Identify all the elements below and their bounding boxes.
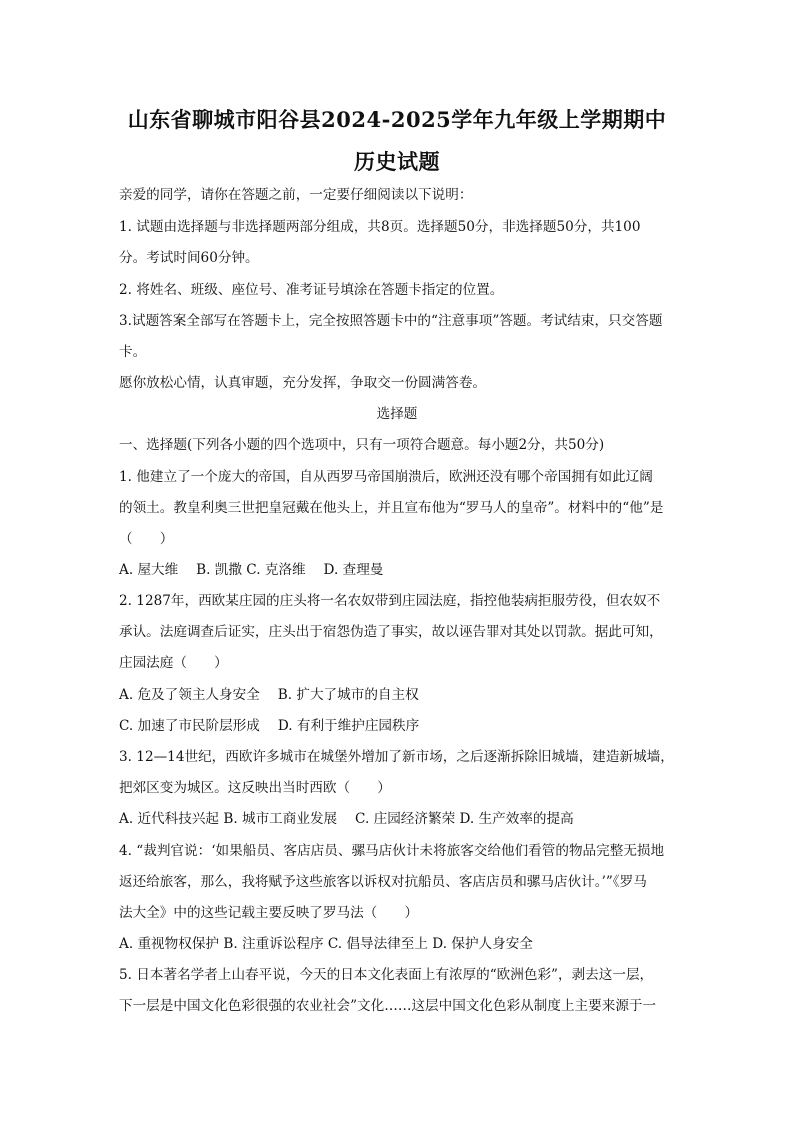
question-1-line-a: 1. 他建立了一个庞大的帝国，自从西罗马帝国崩溃后，欧洲还没有哪个帝国拥有如此辽阔 — [119, 469, 653, 485]
question-2-line-b: 承认。法庭调查后证实，庄头出于宿怨伪造了事实，故以诬告罪对其处以罚款。据此可知， — [119, 624, 663, 640]
question-1-line-c: （ ） — [119, 531, 174, 547]
question-2-line-a: 2. 1287年，西欧某庄园的庄头将一名农奴带到庄园法庭，指控他装病拒服劳役，但农奴不 — [119, 593, 661, 609]
question-3-line-a: 3. 12—14世纪，西欧许多城市在城堡外增加了新市场，之后逐渐拆除旧城墙，建造新城墙， — [119, 749, 674, 765]
question-1-options: A. 屋大维 B. 凯撒 C. 克洛维 D. 查理曼 — [119, 562, 384, 578]
instruction-2: 2. 将姓名、班级、座位号、准考证号填涂在答题卡指定的位置。 — [119, 282, 504, 298]
question-2-options-2: C. 加速了市民阶层形成 D. 有利于维护庄园秩序 — [119, 718, 420, 734]
question-5-line-a: 5. 日本著名学者上山春平说，今天的日本文化表面上有浓厚的“欧洲色彩”，剥去这一层， — [119, 967, 654, 983]
exam-subject: 历史试题 — [354, 149, 440, 174]
instructions-wish: 愿你放松心情，认真审题，充分发挥，争取交一份圆满答卷。 — [119, 375, 487, 391]
question-1-line-b: 的领土。教皇利奥三世把皇冠戴在他头上，并且宣布他为“罗马人的皇帝”。材料中的“他”是 — [119, 500, 664, 516]
question-3-line-b: 把郊区变为城区。这反映出当时西欧（ ） — [119, 780, 391, 796]
section-heading: 选择题 — [376, 406, 418, 422]
instruction-3b: 卡。 — [119, 344, 147, 360]
part-one-heading: 一、选择题(下列各小题的四个选项中，只有一项符合题意。每小题2分，共50分) — [119, 437, 605, 453]
question-2-line-c: 庄园法庭（ ） — [119, 655, 228, 671]
question-4-options: A. 重视物权保护 B. 注重诉讼程序 C. 倡导法律至上 D. 保护人身安全 — [119, 936, 533, 952]
instruction-1b: 分。考试时间60分钟。 — [119, 250, 259, 266]
question-2-options-1: A. 危及了领主人身安全 B. 扩大了城市的自主权 — [119, 687, 419, 703]
question-3-options: A. 近代科技兴起 B. 城市工商业发展 C. 庄园经济繁荣 D. 生产效率的提高 — [119, 811, 574, 827]
question-4-line-b: 返还给旅客，那么，我将赋予这些旅客以诉权对抗船员、客店店员和骡马店伙计。’”《罗马 — [119, 874, 647, 890]
question-4-line-a: 4. “裁判官说：‘如果船员、客店店员、骡马店伙计未将旅客交给他们看管的物品完整无损地 — [119, 843, 665, 859]
instruction-3a: 3.试题答案全部写在答题卡上，完全按照答题卡中的“注意事项”答题。考试结束，只交答题 — [119, 313, 663, 329]
instruction-1a: 1. 试题由选择题与非选择题两部分组成，共8页。选择题50分，非选择题50分，共100 — [119, 219, 641, 235]
question-5-line-b: 下一层是中国文化色彩很强的农业社会”文化……这层中国文化色彩从制度上主要来源于一 — [119, 998, 657, 1014]
exam-title: 山东省聊城市阳谷县2024-2025学年九年级上学期期中 — [127, 107, 667, 132]
instructions-greeting: 亲爱的同学，请你在答题之前，一定要仔细阅读以下说明： — [119, 187, 473, 203]
question-4-line-c: 法大全》中的这些记载主要反映了罗马法（ ） — [119, 905, 419, 921]
